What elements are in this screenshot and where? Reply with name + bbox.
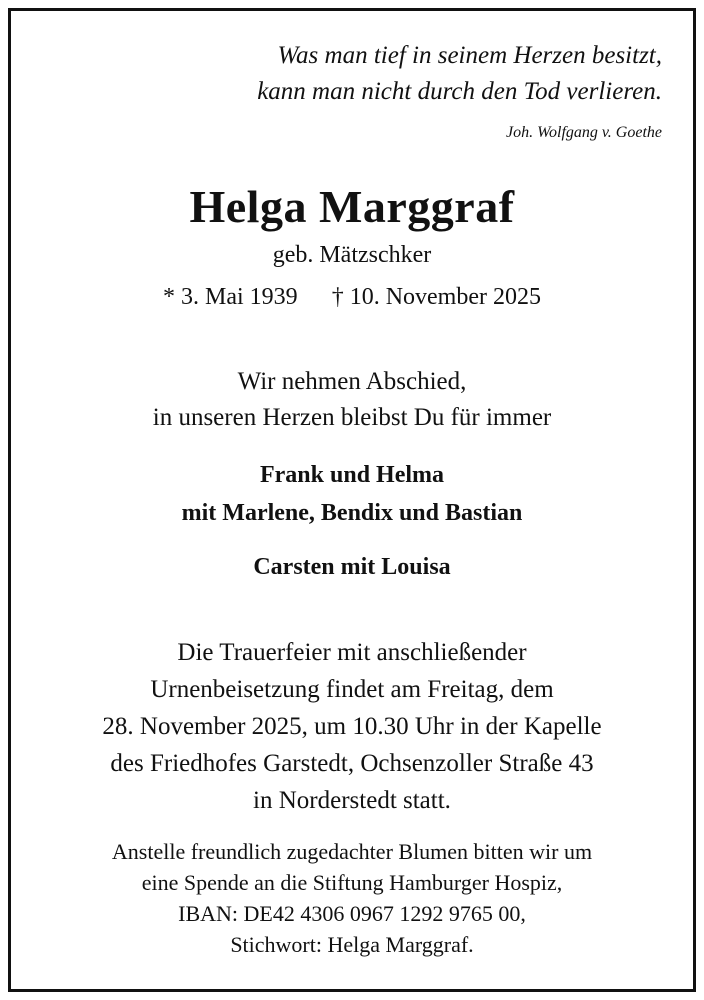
mourners-group-2: Carsten mit Louisa [253, 554, 451, 580]
ceremony-line-2: Urnenbeisetzung findet am Freitag, dem [150, 676, 554, 703]
farewell-line-2: in unseren Herzen bleibst Du für immer [152, 404, 552, 431]
farewell-text [0, 364, 704, 436]
ceremony-line-5: in Norderstedt statt. [253, 787, 451, 814]
deceased-name: Helga Marggraf [189, 181, 515, 232]
quote-author: Joh. Wolfgang v. Goethe [506, 124, 662, 141]
donation-line-2: eine Spende an die Stiftung Hamburger Hospiz, [141, 870, 563, 895]
donation-keyword: Stichwort: Helga Marggraf. [230, 932, 474, 957]
mourners-line-1: Frank und Helma [259, 462, 445, 488]
life-dates [0, 284, 704, 311]
donation-line-1: Anstelle freundlich zugedachter Blumen bitten wir um [111, 839, 593, 864]
farewell-line-1: Wir nehmen Abschied, [237, 368, 467, 395]
ceremony-line-3: 28. November 2025, um 10.30 Uhr in der Kapelle [102, 713, 602, 740]
birth-name: geb. Mätzschker [272, 242, 432, 268]
ceremony-line-1: Die Trauerfeier mit anschließender [177, 639, 527, 666]
mourners-group-1 [0, 456, 704, 532]
birth-date: * 3. Mai 1939 [163, 284, 298, 310]
goethe-quote [102, 38, 662, 110]
quote-line-2: kann man nicht durch den Tod verlieren. [257, 78, 662, 105]
quote-line-1: Was man tief in seinem Herzen besitzt, [277, 42, 662, 69]
donation-request [0, 836, 704, 960]
funeral-details [0, 634, 704, 819]
mourners-line-2: mit Marlene, Bendix und Bastian [181, 500, 523, 526]
ceremony-line-4: des Friedhofes Garstedt, Ochsenzoller Straße 43 [110, 750, 594, 777]
death-date: † 10. November 2025 [331, 284, 541, 310]
donation-iban: IBAN: DE42 4306 0967 1292 9765 00, [178, 901, 526, 926]
